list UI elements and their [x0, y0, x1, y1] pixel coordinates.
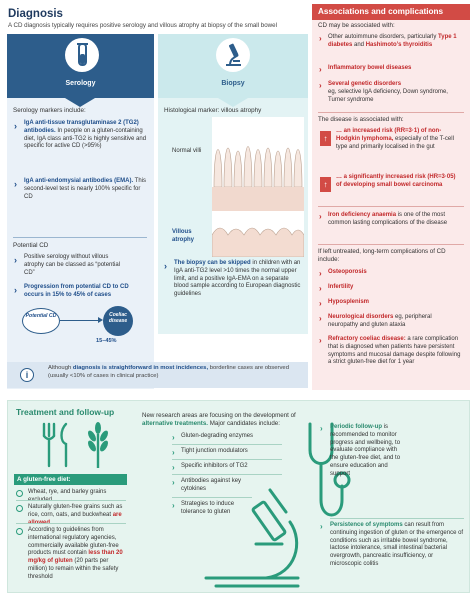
followup-desc: is recommended to monitor progress and wellbeing, to evaluate compliance with the gluten-free diet, and to ensure education and support — [330, 424, 401, 477]
complication-4 — [328, 314, 462, 330]
diagnosis-title: Diagnosis — [8, 8, 63, 20]
chevron-right-icon: › — [14, 179, 17, 189]
bullet-icon — [16, 528, 23, 535]
biopsy-icon-circle — [216, 38, 250, 72]
treatment-title: Treatment and follow-up — [16, 407, 115, 417]
complication-5-bold: Refractory coeliac disease: — [328, 336, 406, 342]
chevron-right-icon: › — [319, 34, 322, 43]
chevron-right-icon: › — [320, 424, 323, 433]
complication-5 — [328, 336, 462, 367]
iron-bold: Iron deficiency anaemia — [328, 212, 397, 218]
assoc-item-1 — [328, 34, 464, 50]
research-intro — [142, 412, 302, 428]
chevron-right-icon: › — [164, 261, 167, 271]
serology-marker-2 — [24, 178, 149, 201]
biopsy-label: Biopsy — [221, 80, 245, 87]
chevron-right-icon: › — [320, 522, 323, 531]
chevron-right-icon: › — [14, 285, 17, 295]
gf-item-3-bold: less than 20 mg/kg of gluten — [28, 550, 123, 565]
chevron-right-icon: › — [319, 212, 322, 221]
note-bold: diagnosis is straightforward in most incidences, — [72, 365, 209, 371]
marker-2-name: IgA anti-endomysial antibodies (EMA). — [24, 178, 134, 184]
villi-illustration — [212, 117, 304, 257]
gf-item-3-post: (20 parts per million) to remain within the safety threshold — [28, 558, 119, 580]
gluten-free-heading: A gluten-free diet: — [17, 476, 71, 483]
gf-item-2-bold: are — [112, 511, 122, 518]
info-icon: i — [20, 368, 34, 382]
serology-label: Serology — [65, 80, 96, 87]
chevron-right-icon: › — [319, 314, 322, 323]
complication-3: Hyposplenism — [328, 299, 370, 305]
gf-item-3 — [28, 527, 128, 582]
risk-1 — [336, 128, 462, 151]
serology-marker-1 — [24, 120, 149, 151]
assoc-item-3-desc: eg, selective IgA deficiency, Down syndrome, Turner syndrome — [328, 88, 448, 103]
diagnosis-subtitle: A CD diagnosis typically requires positive serology and villous atrophy at biopsy of the small bowel — [8, 22, 277, 29]
associations-title: Associations and complications — [318, 7, 444, 16]
fork-knife-icon — [40, 420, 74, 470]
assoc-item-1-mid: and — [352, 41, 366, 48]
assoc-item-1-a: Type 1 diabetes — [328, 34, 457, 48]
note-post: borderline cases are observed (usually <10% of cases in clinical practice) — [48, 365, 289, 379]
gf-item-1: Wheat, rye, and barley grains — [28, 489, 107, 495]
potential-cd-item-2: Progression from potential CD to CD occurs in 15% to 45% of cases — [24, 284, 129, 298]
chevron-right-icon: › — [319, 284, 322, 293]
persist-bold: Persistence of symptoms — [330, 522, 403, 528]
progression-arrow — [60, 320, 101, 321]
assoc-heading: CD may be associated with: — [318, 22, 395, 29]
progression-percentage: 15–45% — [96, 338, 117, 344]
microscope-icon — [216, 38, 250, 72]
chevron-right-icon: › — [14, 121, 17, 131]
assoc-divider — [318, 244, 464, 245]
coeliac-disease-label: Coeliac disease — [108, 312, 128, 324]
marker-1-desc: In people on a gluten-containing diet, IgA class anti-TG2 is highly sensitive and specific for active CD (>95%) — [24, 127, 147, 150]
gf-item-3-pre: According to guidelines from international regulatory agencies, commercially available gluten-free products must contain — [28, 527, 119, 557]
candidate-1: Gluten-degrading enzymes — [181, 433, 254, 439]
arrow-up-icon: ↑ — [320, 131, 331, 146]
assoc-item-3 — [328, 81, 458, 104]
complication-4-bold: Neurological disorders — [328, 314, 394, 320]
assoc-item-1-b: Hashimoto’s thyroiditis — [365, 41, 433, 48]
chevron-right-icon: › — [172, 501, 175, 510]
potential-cd-item-1: Positive serology without villous atrophy can be classed as “potential CD” — [24, 254, 121, 276]
gf-divider — [16, 500, 126, 501]
research-pre: New research areas are focusing on the development of — [142, 412, 296, 419]
complication-1: Osteoporosis — [328, 269, 367, 275]
candidate-divider — [172, 444, 282, 445]
candidate-3: Specific inhibitors of TG2 — [181, 463, 248, 469]
biopsy-skip-lead: The biopsy can be skipped — [174, 260, 251, 266]
followup-bold: Periodic follow-up — [330, 424, 382, 430]
wheat-icon — [80, 420, 116, 470]
potential-cd-oval — [22, 308, 60, 334]
biopsy-skip-desc: in children with an IgA anti-TG2 level >10 times the normal upper limit, and a positive IgA-EMA on a separate blood sample according to European diagnostic guidelines — [174, 260, 301, 298]
biopsy-skip-note — [174, 260, 302, 299]
research-bold: alternative treatments. — [142, 420, 209, 428]
gf-divider — [16, 523, 126, 524]
candidate-divider — [172, 474, 282, 475]
research-post: Major candidates include: — [208, 420, 280, 428]
risk-heading: The disease is associated with: — [318, 116, 404, 123]
risk-1-desc: especially of the T-cell type and primarily localised in the gut — [336, 135, 454, 150]
chevron-right-icon: › — [319, 269, 322, 278]
complication-2: Infertility — [328, 284, 354, 290]
lab-microscope-icon — [186, 482, 306, 592]
candidate-4: Antibodies against key cytokines — [181, 478, 242, 492]
serology-markers-heading: Serology markers include: — [13, 107, 86, 114]
arrow-up-icon: ↑ — [320, 177, 331, 192]
test-tube-icon — [65, 38, 99, 72]
marker-1-name: IgA anti-tissue transglutaminase 2 (TG2) antibodies. — [24, 120, 139, 134]
potential-cd-heading: Potential CD — [13, 242, 49, 249]
assoc-item-2: Inflammatory bowel diseases — [328, 65, 412, 71]
chevron-right-icon: › — [172, 463, 175, 472]
iron-desc: is one of the most common lasting complications of the disease — [328, 212, 448, 226]
persist-desc: can result from continuing ingestion of gluten or the emergence of conditions such as irritable bowel syndrome, lactose intolerance, small intestinal bacterial overgrowth, pancreatic insufficiency, or microscopic colitis — [330, 522, 464, 567]
biopsy-marker-heading: Histological marker: villous atrophy — [164, 107, 262, 114]
chevron-right-icon: › — [319, 299, 322, 308]
marker-2-desc: This second-level test is nearly 100% specific for CD — [24, 178, 147, 200]
complication-5-desc: a rare complication that is diagnosed when patients have persistent symptoms and mucosal damage despite following a strict gluten-free diet for 1 year — [328, 336, 461, 366]
bullet-icon — [16, 490, 23, 497]
assoc-divider — [318, 206, 464, 207]
risk-2: … a significantly increased risk (HR=3·05) of developing small bowel carcinoma — [336, 174, 456, 188]
followup-divider — [330, 518, 464, 519]
potential-cd-oval-label: Potential CD — [25, 313, 57, 319]
complication-4-desc: eg, peripheral neuropathy and gluten ataxia — [328, 314, 432, 328]
risk-1-bold: … an increased risk (RR=3·1) of non-Hodgkin lymphoma, — [336, 128, 442, 142]
assoc-divider — [318, 112, 464, 113]
diagnosis-note — [48, 365, 303, 381]
chevron-right-icon: › — [172, 448, 175, 457]
chevron-right-icon: › — [172, 478, 175, 487]
iron-deficiency — [328, 212, 462, 228]
serology-divider — [13, 237, 147, 238]
serology-icon-circle — [65, 38, 99, 72]
biopsy-header-pointer — [218, 98, 248, 107]
chevron-right-icon: › — [319, 65, 322, 74]
assoc-item-1-pre: Other autoimmune disorders, particularly — [328, 34, 439, 40]
chevron-right-icon: › — [14, 255, 17, 265]
chevron-right-icon: › — [172, 433, 175, 442]
candidate-5: Strategies to induce tolerance to gluten — [181, 501, 235, 515]
serology-header-pointer — [65, 98, 95, 107]
assoc-item-3-bold: Several genetic disorders — [328, 81, 402, 87]
periodic-followup — [330, 424, 404, 479]
associations-panel — [312, 4, 470, 390]
bullet-icon — [16, 505, 23, 512]
untreated-heading: If left untreated, long-term complications of CD include: — [318, 248, 446, 264]
villous-atrophy-label: Villous atrophy — [172, 229, 195, 243]
gf-item-2-pre: Naturally gluten-free grains such as rice, corn, oats, and buckwheat — [28, 504, 123, 518]
candidate-divider — [172, 459, 282, 460]
chevron-right-icon: › — [319, 336, 322, 345]
persistence-symptoms — [330, 522, 464, 569]
chevron-right-icon: › — [319, 81, 322, 90]
candidate-2: Tight junction modulators — [181, 448, 248, 454]
note-pre: Although — [48, 365, 73, 371]
normal-villi-label: Normal villi — [172, 148, 202, 154]
